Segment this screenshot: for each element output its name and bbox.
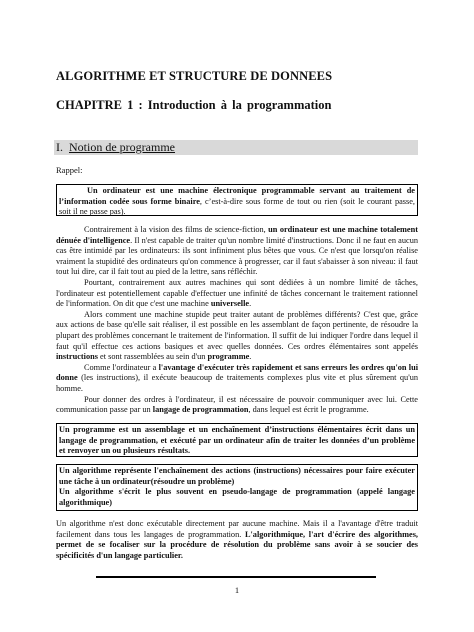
section-title: Notion de programme	[69, 140, 175, 154]
paragraph-1: Contrairement à la vision des films de science-fiction, un ordinateur est une machine totalement dénuée d'intelligence. Il n'est capable de traiter qu'un nombre limité d'instructions. Donc il ne faut en aucun cas être intimidé par les ordinateurs: ils sont infiniment plus bêtes que vous. Ce n'est que lorsqu'on réalise vraiment la stupidité des ordinateurs qu'on commence à progresser, car il faut s'abaisser à son niveau: il faut tout lui dire, car il fait tout au pied de la lettre, sans réfléchir.	[56, 225, 418, 277]
paragraph-4: Comme l'ordinateur a l'avantage d'exécuter très rapidement et sans erreurs les ordres qu'on lui donne (les instructions), il exécute beaucoup de traitements complexes plus vite et plus sûrement qu'un homme.	[56, 362, 419, 393]
definition-box-programme	[56, 423, 418, 457]
paragraph-5: Pour donner des ordres à l'ordinateur, il est nécessaire de pouvoir communiquer avec lui. Cette communication passe par un langage de programmation, dans lequel est écrit le programme.	[56, 394, 418, 415]
body-text-block	[56, 225, 418, 416]
section-heading	[54, 140, 418, 155]
page-number: 1	[234, 585, 240, 595]
box3-line-2: Un algorithme s'écrit le plus souvent en pseudo-langage de programmation (appelé langage algorithmique)	[59, 487, 415, 507]
rappel-label: Rappel:	[56, 165, 83, 175]
definition-box-algorithme	[56, 464, 418, 511]
paragraph-2: Pourtant, contrairement aux autres machines qui sont dédiées à un nombre limité de tâches, l'ordinateur est potentiellement capable d'effectuer une infinité de tâches concernant le traitement rationnel de l'information. On dit que c'est une machine universelle.	[56, 277, 418, 309]
footer-rule	[96, 576, 376, 578]
box3-line-1: Un algorithme représente l'enchaînement des actions (instructions) nécessaires pour faire exécuter une tâche à un ordinateur(résoudre un problème)	[59, 466, 415, 486]
definition-box-ordinateur	[56, 184, 418, 216]
paragraph-3: Alors comment une machine stupide peut traiter autant de problèmes différents? C'est que, grâce aux actions de base qu'elle sait réaliser, il est possible en les assemblant de façon pertinente, de résoudre la plupart des problèmes concernant le traitement de l'information. Il suffit de lui indiquer l'ordre dans lequel il faut qu'il effectue ces actions basiques et avec quelles données. Ces ordres élémentaires sont appelés instructions et sont rassemblées au sein d'un programme.	[56, 309, 418, 362]
document-title: ALGORITHME ET STRUCTURE DE DONNEES	[56, 69, 333, 83]
box1-bold-text: Un ordinateur est une machine électronique programmable servant au traitement de l’information codée sous forme binaire	[59, 186, 415, 206]
box2-text: Un programme est un assemblage et un enchaînement d’instructions élémentaires écrit dans un langage de programmation, et exécuté par un ordinateur afin de traiter les données d’un problème et renvoyer un ou plusieurs résultats.	[59, 425, 415, 456]
paragraph-6: Un algorithme n'est donc exécutable directement par aucune machine. Mais il a l'avantage d'être traduit facilement dans tous les langages de programmation. L'algorithmique, l'art d'écrire des algorithmes, permet de se focaliser sur la procédure de résolution du problème sans avoir à se soucier des spécificités d'un langage particulier.	[56, 519, 418, 560]
box1-text: , c’est-à-dire sous forme de tout ou rien (soit le courant passe, soit il ne passe pas).	[59, 196, 415, 217]
chapter-heading: CHAPITRE 1 : Introduction à la programmation	[56, 98, 332, 112]
section-number: I.	[56, 140, 63, 154]
